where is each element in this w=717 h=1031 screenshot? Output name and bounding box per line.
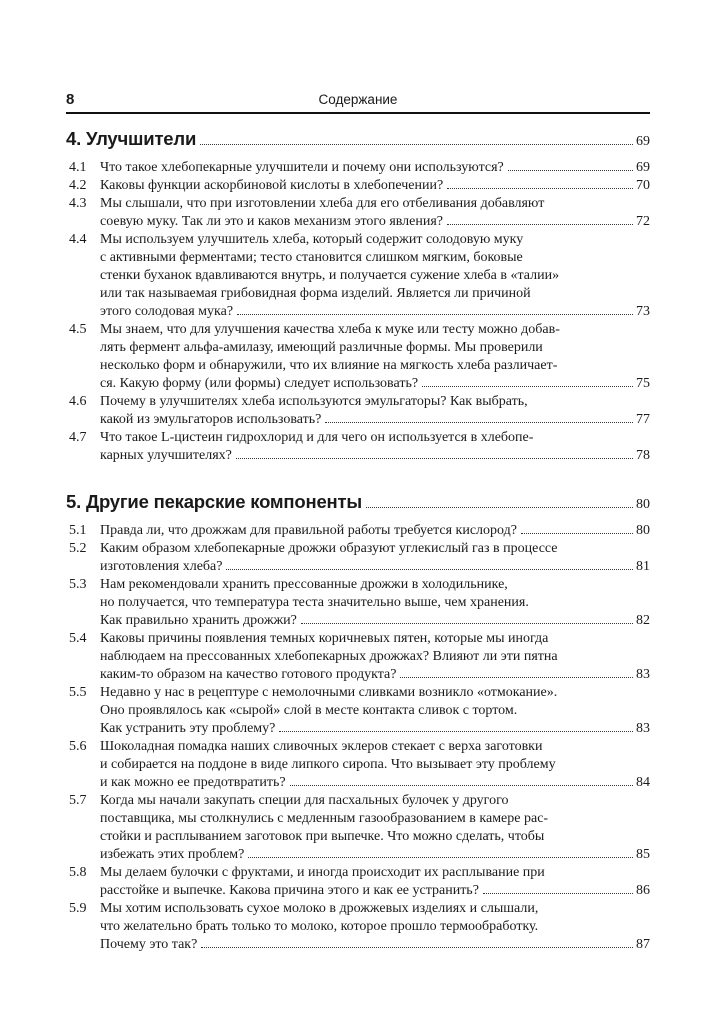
entry-text (100, 864, 650, 900)
entry-text (100, 177, 650, 195)
entry-last-line (100, 666, 650, 684)
dot-leader (301, 623, 633, 624)
entry-line: Почему в улучшителях хлеба используются эмульгаторы? Как выбрать, (100, 394, 528, 409)
entry-page-number: 73 (636, 304, 650, 319)
toc-entry[interactable] (66, 159, 650, 177)
entry-line: наблюдаем на прессованных хлебопекарных дрожжах? Влияют ли эти пятна (100, 649, 558, 664)
entry-number: 5.4 (69, 631, 87, 646)
chapter-title: 4. Улучшители (66, 128, 197, 149)
entry-line: Каковы причины появления темных коричневых пятен, которые мы иногда (100, 631, 549, 646)
entry-line: несколько форм и обнаружили, что их влияние на мягкость хлеба различает- (100, 358, 558, 373)
toc-entry[interactable] (66, 321, 650, 393)
entry-text (100, 540, 650, 576)
entry-line: этого солодовая мука? (100, 304, 234, 319)
entry-line: Что такое L-цистеин гидрохлорид и для чего он используется в хлебопе- (100, 430, 534, 445)
entry-line: Оно проявлялось как «сырой» слой в месте контакта сливок с тортом. (100, 703, 518, 718)
entry-line: Мы используем улучшитель хлеба, который содержит солодовую муку (100, 232, 524, 247)
entry-last-line (100, 213, 650, 231)
toc-entry[interactable] (66, 393, 650, 429)
entry-number: 4.5 (69, 322, 87, 337)
entry-line: но получается, что температура теста значительно выше, чем хранения. (100, 595, 529, 610)
entry-line: какой из эмульгаторов использовать? (100, 412, 322, 427)
entry-number: 4.7 (69, 430, 87, 445)
entry-line: поставщика, мы столкнулись с медленным газообразованием в камере рас- (100, 811, 549, 826)
entry-page-number: 86 (636, 883, 650, 898)
entry-line: стойки и расплыванием заготовок при выпечке. Что можно сделать, чтобы (100, 829, 545, 844)
dot-leader (400, 677, 633, 678)
dot-leader (508, 170, 633, 171)
entry-number: 5.1 (69, 523, 87, 538)
dot-leader (483, 893, 633, 894)
toc-entry[interactable] (66, 576, 650, 630)
dot-leader (521, 533, 633, 534)
entry-page-number: 87 (636, 937, 650, 952)
entry-page-number: 80 (636, 523, 650, 538)
entry-line: изготовления хлеба? (100, 559, 223, 574)
entry-line: Мы слышали, что при изготовлении хлеба для его отбеливания добавляют (100, 196, 545, 211)
entry-line: стенки буханок вдавливаются внутрь, и получается сужение хлеба в «талии» (100, 268, 560, 283)
entry-text (100, 159, 650, 177)
entry-last-line (100, 159, 650, 177)
dot-leader (422, 386, 633, 387)
entry-last-line (100, 303, 650, 321)
chapter-heading[interactable] (66, 128, 650, 150)
entry-page-number: 77 (636, 412, 650, 427)
entry-number: 5.5 (69, 685, 87, 700)
entry-page-number: 70 (636, 178, 650, 193)
toc-entry[interactable] (66, 195, 650, 231)
entry-last-line (100, 936, 650, 954)
entry-line: Мы знаем, что для улучшения качества хлеба к муке или тесту можно добав- (100, 322, 560, 337)
dot-leader (290, 785, 633, 786)
entry-last-line (100, 411, 650, 429)
toc-page (66, 88, 650, 954)
chapter-page-number: 80 (636, 497, 650, 512)
entry-text (100, 792, 650, 864)
entry-text (100, 195, 650, 231)
entry-number: 5.8 (69, 865, 87, 880)
entry-line: ся. Какую форму (или формы) следует использовать? (100, 376, 419, 391)
entry-line: с активными ферментами; тесто становится слишком мягким, боковые (100, 250, 523, 265)
entry-page-number: 85 (636, 847, 650, 862)
entry-last-line (100, 558, 650, 576)
entry-line: карных улучшителях? (100, 448, 232, 463)
entry-line: расстойке и выпечке. Какова причина этого и как ее устранить? (100, 883, 479, 898)
entry-line: каким-то образом на качество готового продукта? (100, 667, 397, 682)
entry-last-line (100, 612, 650, 630)
entry-number: 5.2 (69, 541, 87, 556)
entry-last-line (100, 375, 650, 393)
entry-page-number: 75 (636, 376, 650, 391)
entry-number: 4.3 (69, 196, 87, 211)
entry-text (100, 231, 650, 321)
table-of-contents (66, 128, 650, 954)
entry-number: 4.2 (69, 178, 87, 193)
entry-line: Каковы функции аскорбиновой кислоты в хлебопечении? (100, 178, 444, 193)
dot-leader (366, 507, 633, 508)
entry-line: Когда мы начали закупать специи для пасхальных булочек у другого (100, 793, 509, 808)
toc-entry[interactable] (66, 684, 650, 738)
entry-line: соевую муку. Так ли это и каков механизм этого явления? (100, 214, 444, 229)
dot-leader (201, 947, 633, 948)
entry-number: 5.7 (69, 793, 87, 808)
entry-page-number: 83 (636, 667, 650, 682)
entry-page-number: 83 (636, 721, 650, 736)
entry-last-line (100, 882, 650, 900)
entry-last-line (100, 720, 650, 738)
toc-entry[interactable] (66, 540, 650, 576)
toc-entry[interactable] (66, 738, 650, 792)
entry-text (100, 429, 650, 465)
entry-number: 4.4 (69, 232, 87, 247)
entry-last-line (100, 774, 650, 792)
dot-leader (447, 224, 633, 225)
entry-number: 5.3 (69, 577, 87, 592)
dot-leader (237, 314, 633, 315)
dot-leader (325, 422, 633, 423)
entry-line: Недавно у нас в рецептуре с немолочными сливками возникло «отмокание». (100, 685, 558, 700)
dot-leader (248, 857, 633, 858)
toc-entry[interactable] (66, 900, 650, 954)
entry-page-number: 81 (636, 559, 650, 574)
toc-entry[interactable] (66, 231, 650, 321)
chapter-page-number: 69 (636, 134, 650, 149)
page-number: 8 (66, 91, 75, 108)
chapter-heading[interactable] (66, 491, 650, 513)
chapter-title: 5. Другие пекарские компоненты (66, 491, 362, 512)
toc-entry[interactable] (66, 177, 650, 195)
entry-last-line (100, 522, 650, 540)
entry-line: или так называемая грибовидная форма изделий. Является ли причиной (100, 286, 531, 301)
entry-text (100, 321, 650, 393)
entry-line: Что такое хлебопекарные улучшители и почему они используются? (100, 160, 504, 175)
dot-leader (279, 731, 633, 732)
toc-entry[interactable] (66, 792, 650, 864)
entry-line: лять фермент альфа-амилазу, имеющий различные формы. Мы проверили (100, 340, 543, 355)
entry-last-line (100, 846, 650, 864)
entry-line: Шоколадная помадка наших сливочных эклеров стекает с верха заготовки (100, 739, 543, 754)
entry-number: 4.6 (69, 394, 87, 409)
entry-page-number: 78 (636, 448, 650, 463)
entry-line: Почему это так? (100, 937, 198, 952)
entry-line: избежать этих проблем? (100, 847, 245, 862)
running-head-title: Содержание (318, 92, 398, 107)
entry-line: Мы хотим использовать сухое молоко в дрожжевых изделиях и слышали, (100, 901, 539, 916)
entry-last-line (100, 447, 650, 465)
entry-text (100, 393, 650, 429)
entry-line: Каким образом хлебопекарные дрожжи образуют углекислый газ в процессе (100, 541, 558, 556)
entry-line: Мы делаем булочки с фруктами, и иногда происходит их расплывание при (100, 865, 545, 880)
entry-number: 5.6 (69, 739, 87, 754)
entry-number: 5.9 (69, 901, 87, 916)
entry-page-number: 82 (636, 613, 650, 628)
entry-page-number: 84 (636, 775, 650, 790)
toc-entry[interactable] (66, 429, 650, 465)
dot-leader (447, 188, 633, 189)
toc-entry[interactable] (66, 630, 650, 684)
toc-entry[interactable] (66, 864, 650, 900)
entry-text (100, 522, 650, 540)
entry-line: что желательно брать только то молоко, которое прошло термообработку. (100, 919, 539, 934)
entry-page-number: 69 (636, 160, 650, 175)
entry-line: Нам рекомендовали хранить прессованные дрожжи в холодильнике, (100, 577, 508, 592)
toc-entry[interactable] (66, 522, 650, 540)
entry-text (100, 630, 650, 684)
entry-last-line (100, 177, 650, 195)
dot-leader (236, 458, 633, 459)
entry-text (100, 576, 650, 630)
dot-leader (226, 569, 633, 570)
entry-text (100, 900, 650, 954)
dot-leader (200, 144, 633, 145)
entry-text (100, 738, 650, 792)
entry-line: Как устранить эту проблему? (100, 721, 276, 736)
entry-page-number: 72 (636, 214, 650, 229)
entry-number: 4.1 (69, 160, 87, 175)
running-head (66, 88, 650, 114)
entry-line: и собирается на поддоне в виде липкого сиропа. Что вызывает эту проблему (100, 757, 556, 772)
entry-line: и как можно ее предотвратить? (100, 775, 286, 790)
entry-line: Как правильно хранить дрожжи? (100, 613, 297, 628)
entry-line: Правда ли, что дрожжам для правильной работы требуется кислород? (100, 523, 517, 538)
entry-text (100, 684, 650, 738)
